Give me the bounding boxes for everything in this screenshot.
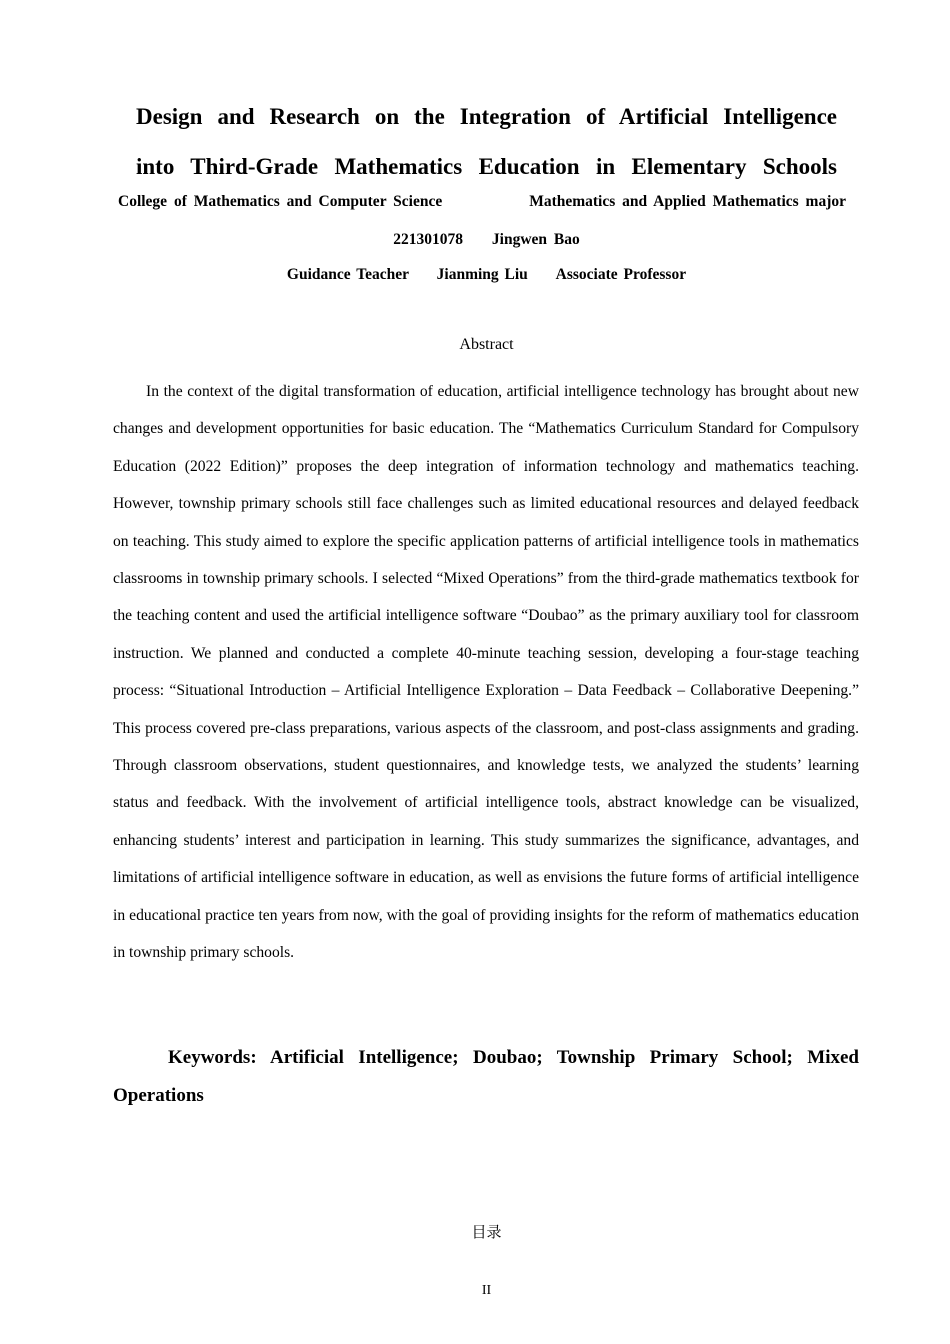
toc-heading: 目录 xyxy=(471,1223,502,1241)
paper-title-line-1: Design and Research on the Integration of Artificial Intelligence xyxy=(136,104,837,129)
teacher-row xyxy=(0,265,950,285)
teacher-title: Associate Professor xyxy=(555,266,687,283)
student-id: 221301078 xyxy=(393,231,464,248)
paper-title-line-2: into Third-Grade Mathematics Education in Elementary Schools xyxy=(136,154,837,179)
college-major-row xyxy=(118,192,846,212)
major-name: Mathematics and Applied Mathematics major xyxy=(529,193,846,210)
teacher-name: Jianming Liu xyxy=(436,266,528,283)
college-name: College of Mathematics and Computer Science xyxy=(118,193,443,210)
abstract-heading: Abstract xyxy=(459,336,514,353)
student-row xyxy=(0,230,950,250)
student-name: Jingwen Bao xyxy=(491,231,580,248)
teacher-label: Guidance Teacher xyxy=(286,266,409,283)
abstract-body: In the context of the digital transformation of education, artificial intelligence technology has brought about new changes and development opportunities for basic education. The “Mathematics Curriculum Standard for Compulsory Education (2022 Edition)” proposes the deep integration of information technology and mathematics teaching. However, township primary schools still face challenges such as limited educational resources and delayed feedback on teaching. This study aimed to explore the specific application patterns of artificial intelligence tools in mathematics classrooms in township primary schools. I selected “Mixed Operations” from the third-grade mathematics textbook for the teaching content and used the artificial intelligence software “Doubao” as the primary auxiliary tool for classroom instruction. We planned and conducted a complete 40-minute teaching session, developing a four-stage teaching process: “Situational Introduction – Artificial Intelligence Exploration – Data Feedback – Collaborative Deepening.” This process covered pre-class preparations, various aspects of the classroom, and post-class assignments and grading. Through classroom observations, student questionnaires, and knowledge tests, we analyzed the students’ learning status and feedback. With the involvement of artificial intelligence tools, abstract knowledge can be visualized, enhancing students’ interest and participation in learning. This study summarizes the significance, advantages, and limitations of artificial intelligence software in education, as well as envisions the future forms of artificial intelligence in educational practice ten years from now, with the goal of providing insights for the reform of mathematics education in township primary schools. xyxy=(113,383,859,962)
keywords: Keywords: Artificial Intelligence; Doubao; Township Primary School; Mixed Operations xyxy=(113,1047,859,1106)
page-number: II xyxy=(481,1283,492,1298)
